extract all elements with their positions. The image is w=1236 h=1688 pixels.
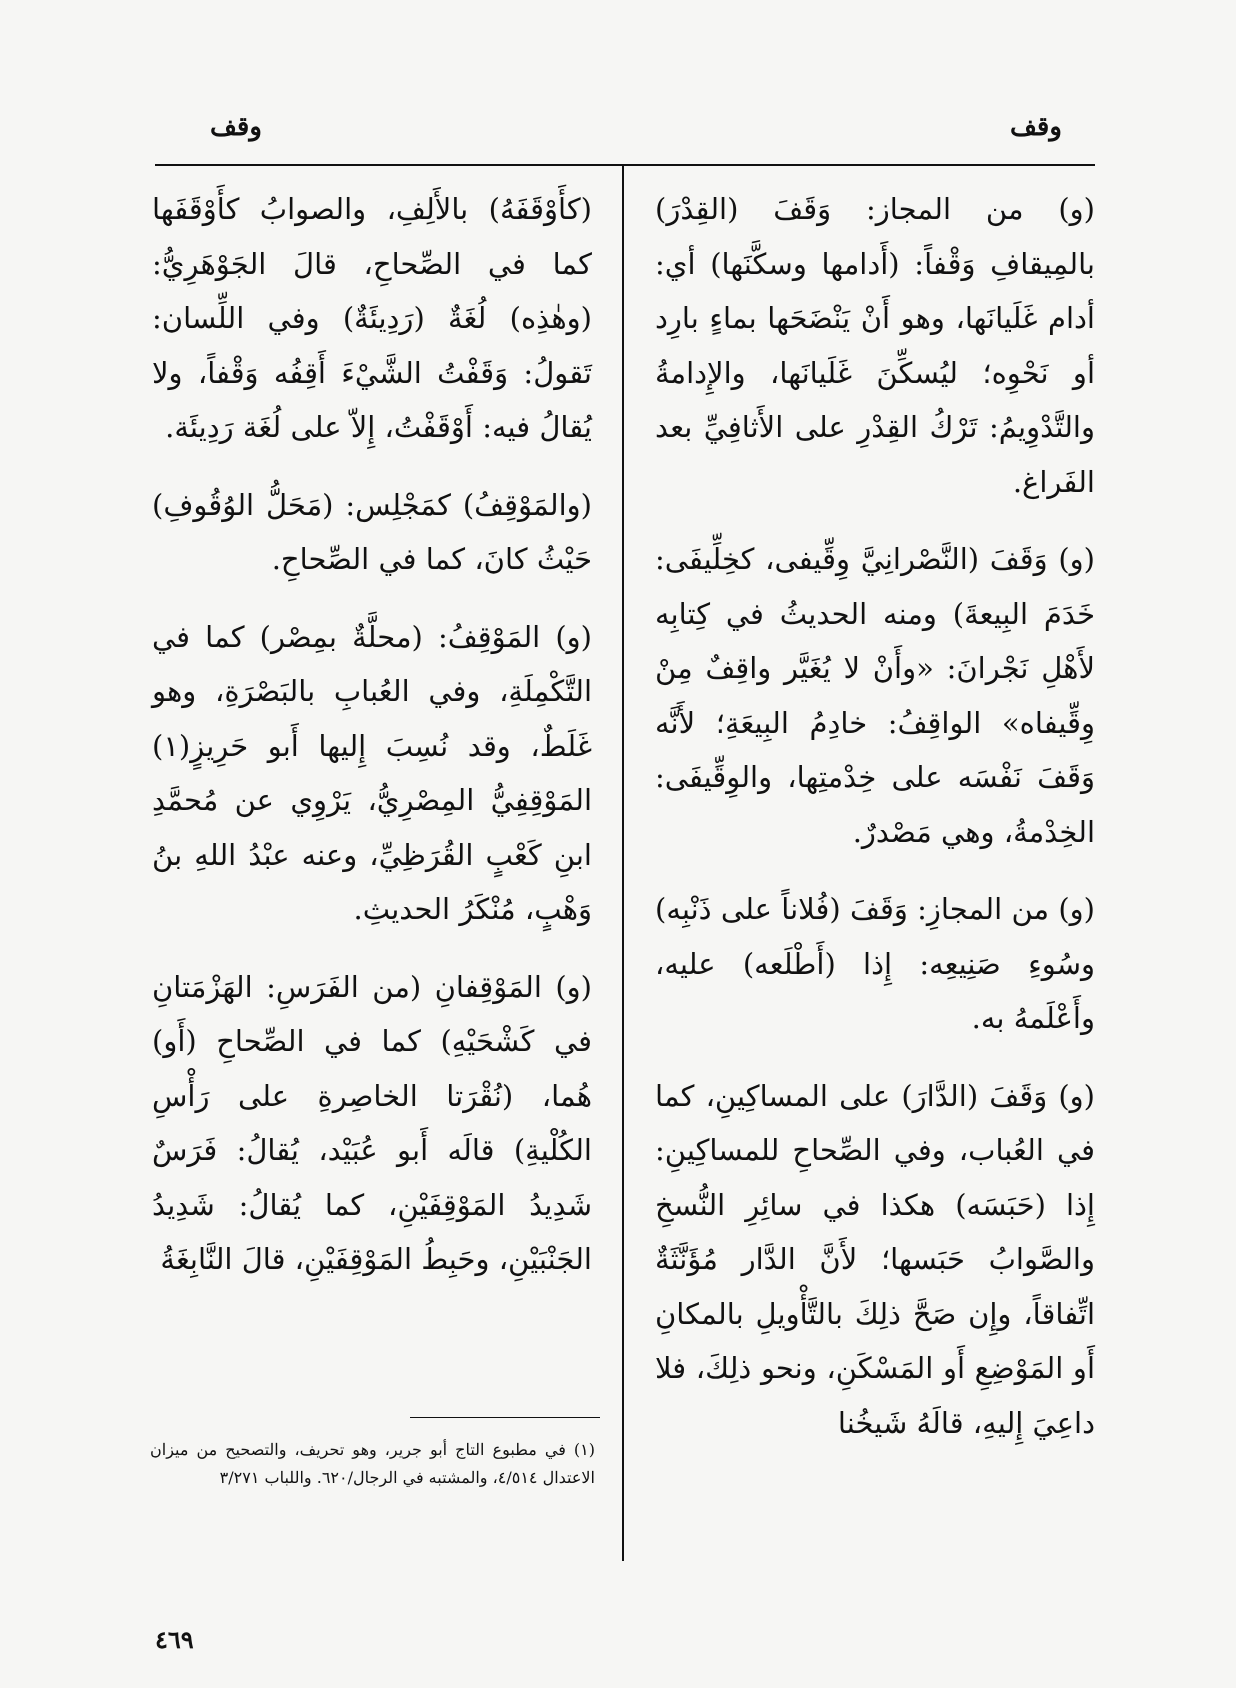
- footnote: (١) في مطبوع التاج أبو جرير، وهو تحريف، والتصحيح من ميزان الاعتدال ٤/٥١٤، والمشتبه في الرجال/٦٢٠. واللباب ٣/٢٧١: [150, 1440, 595, 1487]
- entry-paragraph: (كأَوْقَفَهُ) بالأَلِفِ، والصوابُ كأَوْقَفَها كما في الصِّحاحِ، قالَ الجَوْهَرِيُّ: (وهٰذِه) لُغَةٌ (رَدِيئَةٌ) وفي اللِّسان: تَقولُ: وَقَفْتُ الشَّيْءَ أَقِفُه وَقْفاً، ولا يُقالُ فيه: أَوْقَفْتُ، إِلاّ على لُغَة رَدِيئَة.: [152, 192, 592, 444]
- left-column: [152, 182, 592, 1310]
- entry-paragraph: (و) وَقَفَ (الدَّارَ) على المساكِينِ، كما في العُباب، وفي الصِّحاحِ للمساكِينِ: إِذا (حَبَسَه) هكذا في سائِرِ النُّسخِ والصَّوابُ حَبَسها؛ لأَنَّ الدَّار مُؤَنَّثَةٌ اتِّفاقاً، وإِن صَحَّ ذلِكَ بالتَّأْويلِ بالمكانِ أَو المَوْضِعِ أَو المَسْكَنِ، ونحو ذلِكَ، فلا داعِيَ إِليهِ، قالَهُ شَيخُنا: [655, 1078, 1095, 1440]
- column-divider: [622, 166, 624, 1561]
- page-number: ٤٦٩: [155, 1625, 194, 1654]
- entry-paragraph: (و) من المجازِ: وَقَفَ (فُلاناً على ذَنْبِه) وسُوءِ صَنِيعِه: إِذا (أَطْلَعه) عليه، وأَعْلَمهُ به.: [655, 892, 1095, 1035]
- footnote-rule: [410, 1417, 600, 1418]
- header-entry-word-right: وقف: [1010, 112, 1062, 142]
- entry-paragraph: (و) من المجاز: وَقَفَ (القِدْرَ) بالمِيقافِ وَقْفاً: (أَدامها وسكَّنَها) أي: أدام غَلَيانَها، وهو أَنْ يَنْضَحَها بماءٍ بارِد أو نَحْوِه؛ ليُسكِّنَ غَلَيانَها، والإِدامةُ والتَّدْوِيمُ: تَرْكُ القِدْرِ على الأَثافِيِّ بعد الفَراغ.: [655, 192, 1095, 499]
- entry-paragraph: (و) المَوْقِفانِ (من الفَرَسِ: الهَزْمَتانِ في كَشْحَيْهِ) كما في الصِّحاحِ (أَو) هُما، (نُقْرَتا الخاصِرةِ على رَأْسِ الكُلْيةِ) قالَه أَبو عُبَيْد، يُقالُ: فَرَسٌ شَدِيدُ المَوْقِفَيْنِ، كما يُقالُ: شَدِيدُ الجَنْبَيْنِ، وحَبِطُ المَوْقِفَيْنِ، قالَ النَّابِغَةُ: [152, 969, 592, 1276]
- entry-paragraph: (و) وَقَفَ (النَّصْرانِيَّ وِقِّيفى، كخِلِّيفَى: خَدَمَ البِيعةَ) ومنه الحديثُ في كِتابِه لأَهْلِ نَجْرانَ: «وأَنْ لا يُغَيَّر واقِفٌ مِنْ وِقِّيفاه» الواقِفُ: خادِمُ البِيعَةِ؛ لأَنَّه وَقَفَ نَفْسَه على خِدْمتِها، والوِقِّيفَى: الخِدْمةُ، وهي مَصْدرٌ.: [655, 542, 1095, 849]
- header-rule: [155, 164, 1095, 166]
- entry-paragraph: (و) المَوْقِفُ: (محلَّةٌ بمِصْر) كما في التَّكْمِلَةِ، وفي العُبابِ بالبَصْرَةِ، وهو غَلَطٌ، وقد نُسِبَ إِليها أَبو حَرِيزٍ(١) المَوْقِفِيُّ المِصْرِيُّ، يَرْوِي عن مُحمَّدِ ابنِ كَعْبٍ القُرَظِيِّ، وعنه عبْدُ اللهِ بنُ وَهْبٍ، مُنْكَرُ الحديثِ.: [152, 619, 592, 926]
- right-column: [655, 182, 1095, 1473]
- header-entry-word-left: وقف: [210, 112, 262, 142]
- entry-paragraph: (والمَوْقِفُ) كمَجْلِس: (مَحَلُّ الوُقُوفِ) حَيْثُ كانَ، كما في الصِّحاحِ.: [152, 487, 592, 576]
